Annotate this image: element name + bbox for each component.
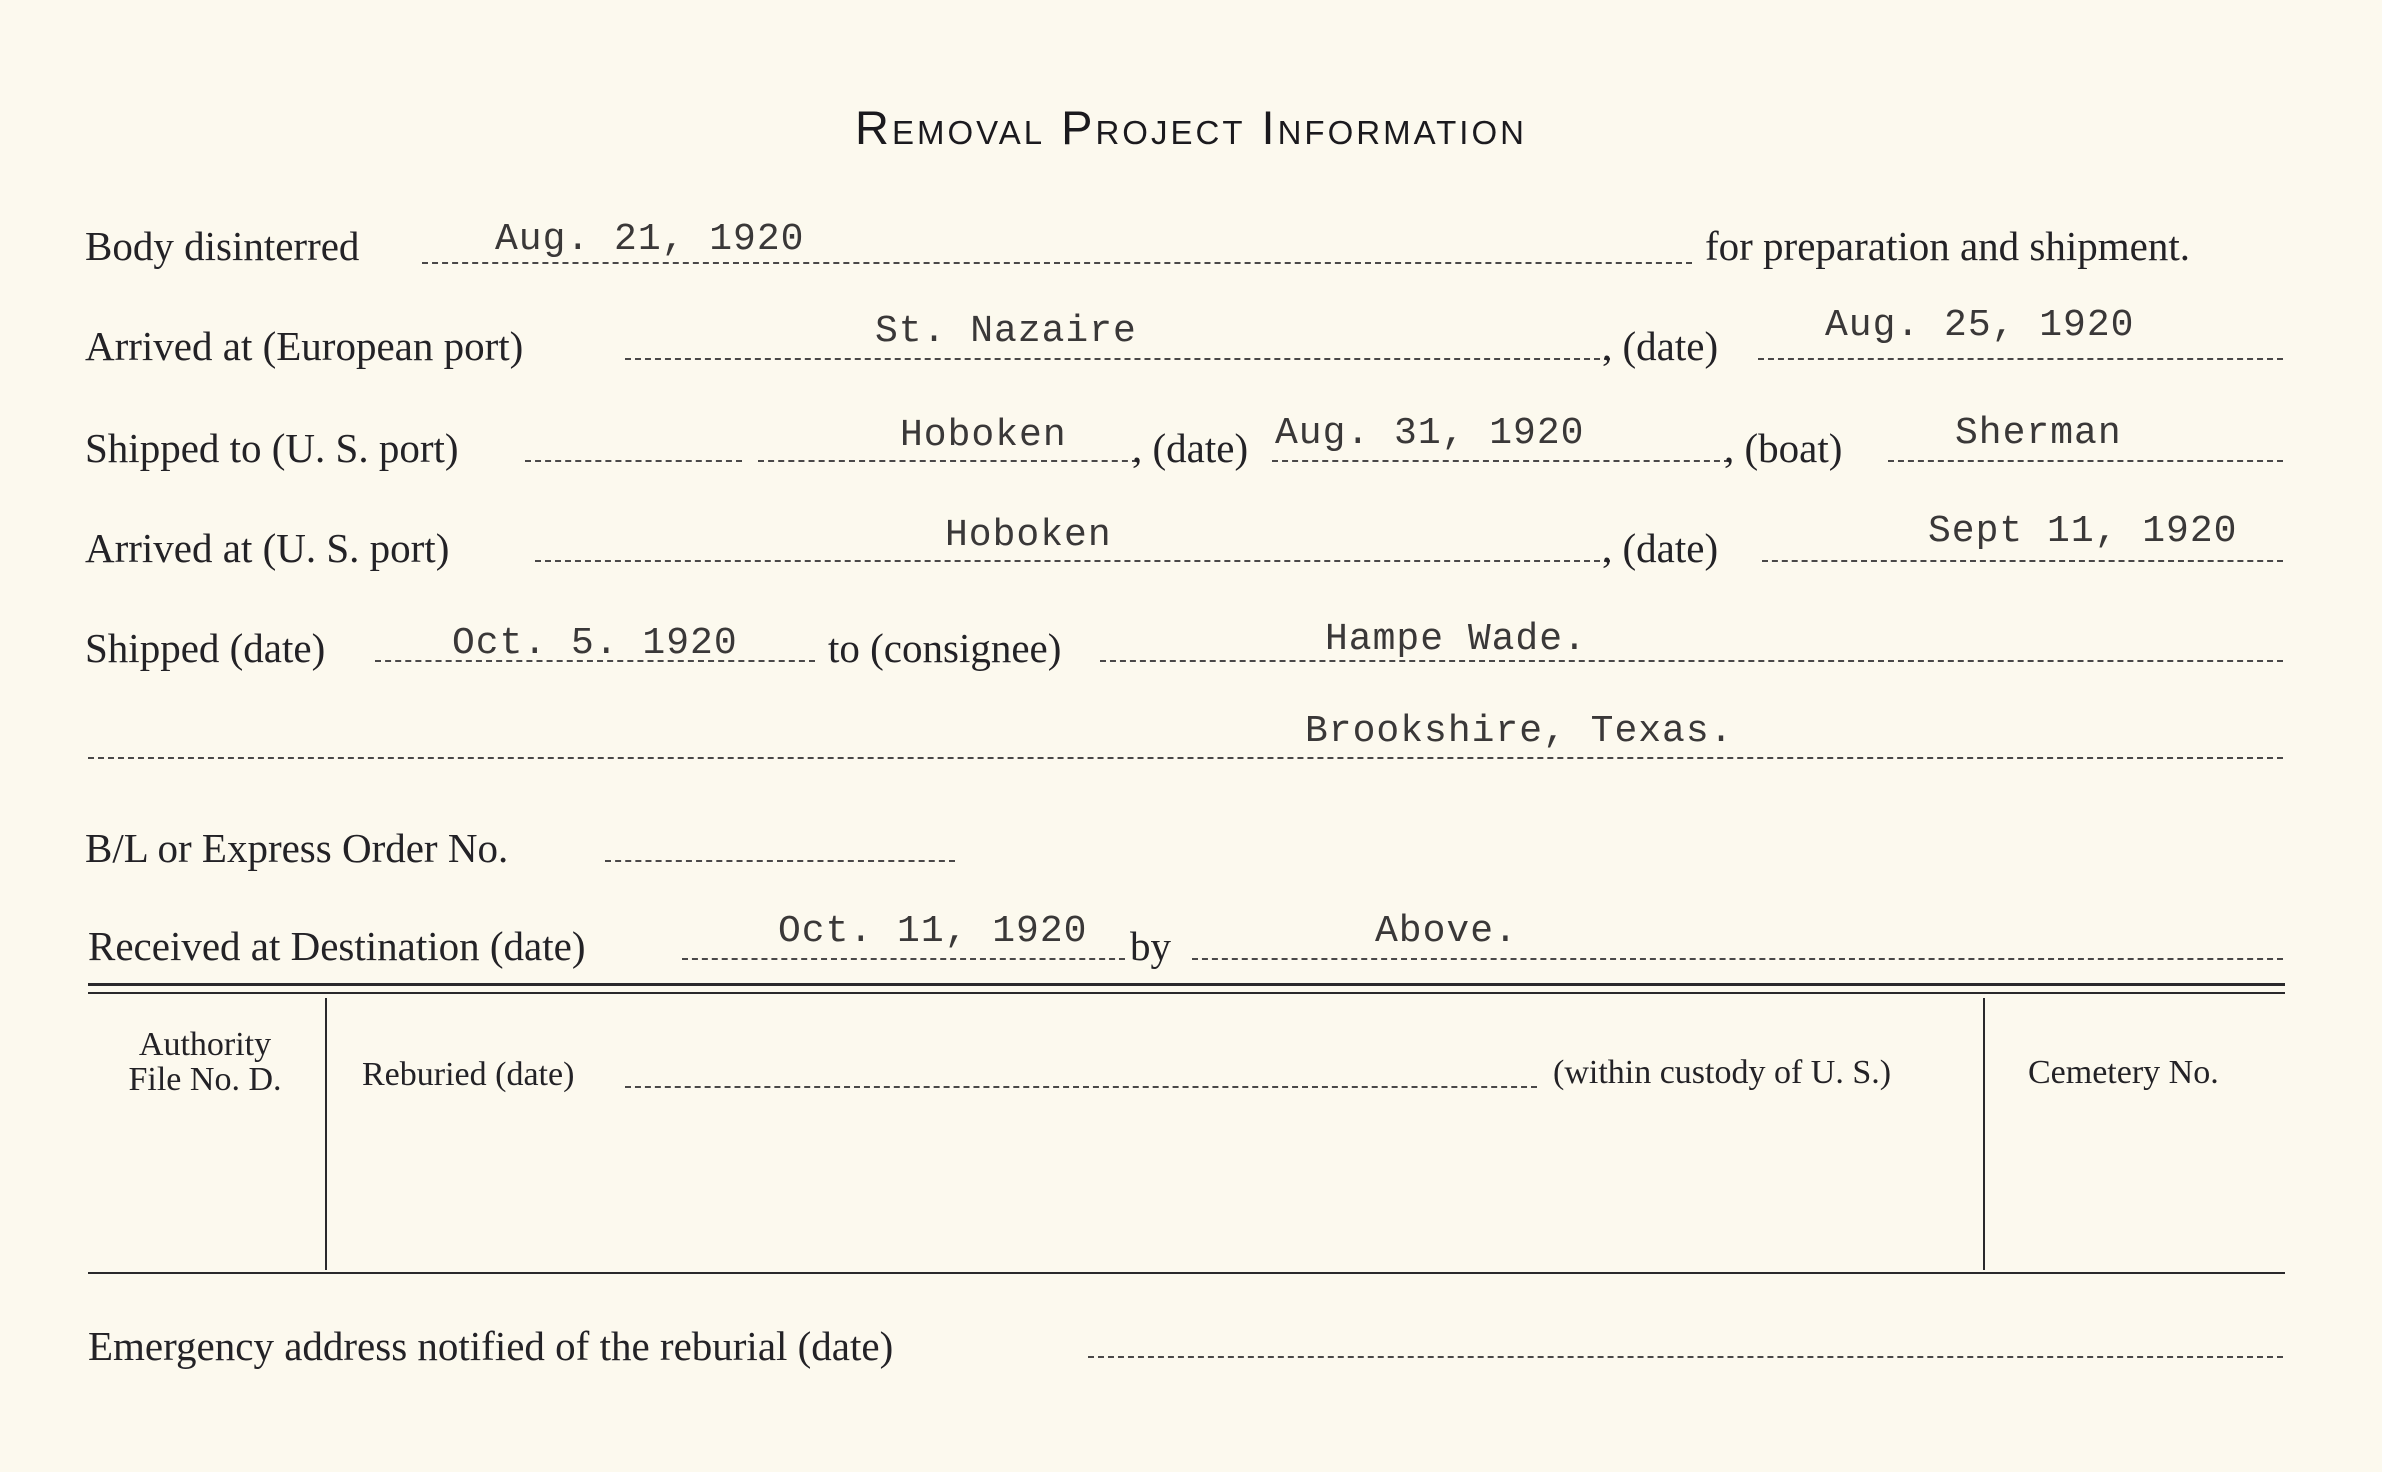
arrived-us-date-line (1762, 560, 2283, 562)
received-value: Oct. 11, 1920 (778, 910, 1088, 953)
box-top-rule-2 (88, 992, 2285, 994)
consignee-address-line (88, 757, 2283, 759)
box-divider-right (1983, 998, 1985, 1270)
box-divider-left (325, 998, 327, 1270)
shipped-to-line-b (758, 460, 1138, 462)
received-line (682, 958, 1125, 960)
shipped-to-boat-line (1888, 460, 2283, 462)
european-port-date-line (1758, 358, 2283, 360)
authority-label-line1: Authority (138, 1026, 272, 1063)
emergency-label: Emergency address notified of the reburial (date) (88, 1323, 894, 1369)
received-label: Received at Destination (date) (88, 923, 586, 969)
arrived-us-label: Arrived at (U. S. port) (85, 525, 450, 571)
custody-label: (within custody of U. S.) (1553, 1054, 1892, 1091)
shipped-value: Oct. 5. 1920 (452, 622, 738, 665)
european-port-value: St. Nazaire (875, 310, 1137, 353)
european-port-date-value: Aug. 25, 1920 (1825, 304, 2135, 347)
shipped-to-date-line (1272, 460, 1730, 462)
disinterred-line (422, 262, 1692, 264)
consignee-line (1100, 660, 2283, 662)
received-by-line (1192, 958, 2283, 960)
authority-label-line2: File No. D. (128, 1061, 282, 1098)
box-top-rule-1 (88, 983, 2285, 986)
reburied-line (625, 1086, 1537, 1088)
shipped-to-value: Hoboken (900, 414, 1067, 457)
consignee-value: Hampe Wade. (1325, 618, 1587, 661)
arrived-us-value: Hoboken (945, 514, 1112, 557)
shipped-to-boat-value: Sherman (1955, 412, 2122, 455)
consignee-label: to (consignee) (828, 625, 1062, 671)
arrived-us-date-label: , (date) (1602, 525, 1719, 571)
received-by-label: by (1130, 923, 1171, 969)
shipped-to-label: Shipped to (U. S. port) (85, 425, 459, 471)
shipped-to-date-label: , (date) (1132, 425, 1249, 471)
consignee-address: Brookshire, Texas. (1305, 710, 1734, 753)
box-bottom-rule (88, 1272, 2285, 1274)
emergency-line (1088, 1356, 2283, 1358)
arrived-us-date-value: Sept 11, 1920 (1928, 510, 2238, 553)
shipped-to-boat-label: , (boat) (1724, 425, 1843, 471)
european-port-date-label: , (date) (1602, 323, 1719, 369)
european-port-line (625, 358, 1610, 360)
disinterred-value: Aug. 21, 1920 (495, 218, 805, 261)
reburied-label: Reburied (date) (362, 1056, 575, 1093)
shipped-to-line-a (525, 460, 742, 462)
card-title: Removal Project Information (855, 101, 1527, 154)
disinterred-label: Body disinterred (85, 223, 360, 269)
shipped-to-date-value: Aug. 31, 1920 (1275, 412, 1585, 455)
shipped-label: Shipped (date) (85, 625, 326, 671)
cemetery-label: Cemetery No. (2028, 1054, 2219, 1091)
bl-label: B/L or Express Order No. (85, 825, 509, 871)
disinterred-suffix: for preparation and shipment. (1705, 223, 2191, 269)
european-port-label: Arrived at (European port) (85, 323, 524, 369)
received-by-value: Above. (1375, 910, 1518, 953)
bl-line (605, 860, 955, 862)
arrived-us-line (535, 560, 1610, 562)
